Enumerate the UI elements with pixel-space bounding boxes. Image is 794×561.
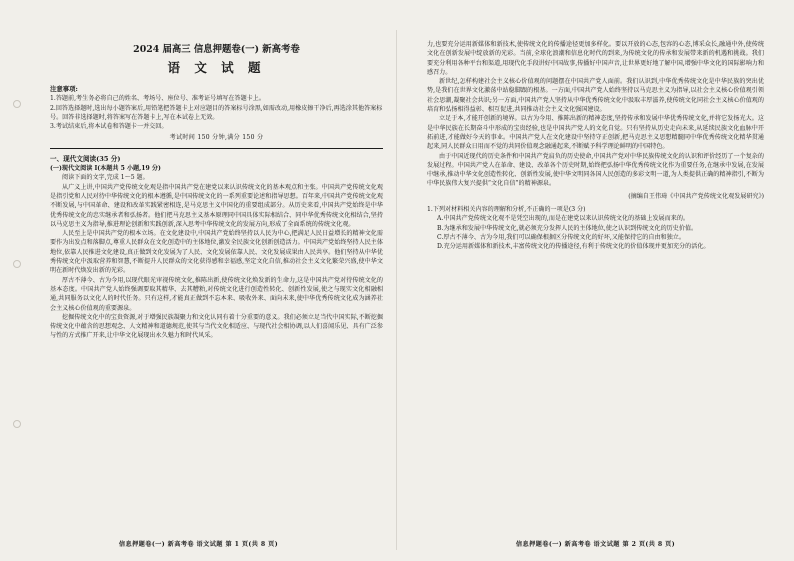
passage-paragraph: 人民至上是中国共产党的根本立场。在文化建设中,中国共产党始终坚持以人民为中心,把满足人民日益增长的精神文化需要作为出发点和落脚点,尊重人民群众在文化创造中的主体地位,激发全民族文化创新创造活力。中国共产党始终坚持人民主体地位,依靠人民推进文化建设,真正做到文化发展为了人民、文化发展依靠人民、文化发展成果由人民共享。他们坚持从中华优秀传统文化中汲取营养和智慧,不断提升人民群众的文化获得感和幸福感,坚定文化自信,推动社会主义文化繁荣兴盛,使中华文明在新时代焕发出新的光彩。 [50,230,383,275]
passage-paragraph: 由于中国近现代的历史条件和中国共产党肩负的历史使命,中国共产党对中华民族传统文化的认识和评价经历了一个复杂的发展过程。中国共产党人在革命、建设、改革各个历史时期,始终把弘扬中华优秀传统文化作为重要任务,在继承中发展,在发展中继承,推动中华文化创造性转化、创新性发展,使中华文明同各国人民创造的多彩文明一道,为人类提供正确的精神指引,不断为中华民族伟大复兴提供“文化自信”的精神源泉。 [427,152,764,188]
question-stem: 1.下列对材料相关内容的理解和分析,不正确的一项是(3 分) [427,206,586,214]
answer-option-b: B.为继承和发展中华传统文化,就必须充分发挥人民的主体地位,使之认识到传统文化的历史价值。 [437,224,698,232]
answer-option-d: D.充分运用新媒体和新技术,丰富传统文化的传播途径,有利于传统文化的价值体现并更加充分的活化。 [437,243,710,251]
passage-paragraph: 力,也要充分运用新媒体和新技术,使传统文化的传播途径更加多样化。要以开放的心态,包容的心态,博采众长,融通中外,使传统文化在创新发展中绽放新的光彩。当前,全球化浪潮和信息化时代的到来,为传统文化的传承和发展带来新的机遇和挑战。我们要充分利用各种平台和渠道,用现代化手段讲好中国故事,传播好中国声音,让世界更好地了解中国,增强中华文化的国际影响力和感召力。 [427,41,764,76]
passage-paragraph: 挖掘传统文化中的宝贵资源,对于增强民族凝聚力和文化认同有着十分重要的意义。我们必须立足当代中国实际,不断挖掘传统文化中蕴含的思想观念、人文精神和道德规范,使其与当代文化相适应、与现代社会相协调,以人们喜闻乐见、具有广泛参与性的方式推广开来,让中华文化展现出永久魅力和时代风采。 [50,313,383,340]
answer-option-a: A.中国共产党传统文化观不是凭空出现的,而是在建党以来认识传统文化的基础上发展而来的。 [437,215,690,223]
page-footer: 信息押题卷(一) 新高考卷 语文试题 第 2 页(共 8 页) [515,540,676,548]
passage-paragraph: 厚古不薄今、古为今用,以现代眼光审视传统文化,推陈出新,使传统文化焕发新的生命力,这是中国共产党对待传统文化的基本态度。中国共产党人始终强调要取其精华、去其糟粕,对传统文化进行创造性转化、创新性发展,使之与现实文化相融相通,共同服务以文化人的时代任务。只有这样,才能真正做到不忘本来、吸收外来、面向未来,使中华优秀传统文化成为涵养社会主义核心价值观的重要源泉。 [50,276,383,312]
reading-instruction: 阅读下面的文字,完成 1～5 题。 [62,174,149,182]
passage-paragraph: 立足于本,才能开创新的境界。以古为今用、推陈出新的精神态度,坚持传承和发展中华优秀传统文化,并将它发扬光大。这是中华民族在长期奋斗中形成的宝贵经验,也是中国共产党人的文化自觉。只有坚持从历史走向未来,从延续民族文化血脉中开拓前进,才能做好今天的事业。中国共产党人在文化建设中坚持守正创新,把马克思主义思想精髓同中华优秀传统文化精华贯通起来,同人民群众日用而不觉的共同价值观念融通起来,不断赋予科学理论鲜明的中国特色。 [427,115,764,151]
notice-item: 2.回答选择题时,选出每小题答案后,用铅笔把答题卡上对应题目的答案标号涂黑,如需改动,用橡皮擦干净后,再选涂其他答案标号。回答非选择题时,将答案写在答题卡上,写在本试卷上无效。 [50,104,383,121]
notice-heading: 注意事项: [50,85,78,93]
page-footer: 信息押题卷(一) 新高考卷 语文试题 第 1 页(共 8 页) [118,540,279,548]
notice-item: 3.考试结束后,将本试卷和答题卡一并交回。 [50,123,168,131]
passage-paragraph: 从广义上讲,中国共产党传统文化观是指中国共产党在建党以来认识传统文化的基本观点和主张。中国共产党传统文化观是指引党和人民对待中华传统文化的根本遵循,是中国传统文化的一系列重要论述和指导思想。百年来,中国共产党传统文化观不断发展,与中国革命、建设和改革实践紧密相连,是马克思主义中国化的重要组成部分。从历史来看,中国共产党始终是中华优秀传统文化的忠实继承者和弘扬者。他们把马克思主义基本原理同中国具体实际相结合、同中华优秀传统文化相结合,坚持以马克思主义为指导,推进理论创新和实践创新,深入思考中华传统文化的发展方向,形成了全面系统的传统文化观。 [50,183,383,228]
notice-item: 1.答题前,考生务必将自己的姓名、考场号、座位号、准考证号填写在答题卡上。 [50,95,265,103]
section-heading: 一、现代文阅读(35 分) [50,154,121,163]
source-citation: (摘编自王伟琦《中国共产党传统文化观发展研究》) [628,192,764,200]
passage-paragraph: 新世纪,怎样构建社会主义核心价值观的问题摆在中国共产党人面前。我们认识到,中华优秀传统文化是中华民族的突出优势,是我们在世界文化激荡中站稳脚跟的根基。一方面,中国共产党人始终坚持以马克思主义为指导,以社会主义核心价值观引领社会思潮,凝聚社会共识;另一方面,中国共产党人坚持从中华优秀传统文化中汲取丰厚滋养,使传统文化同社会主义核心价值观的培育和弘扬相得益彰、相互促进,共同推动社会主义文化强国建设。 [427,78,764,114]
exam-title: 2024 届高三 信息押题卷(一) 新高考卷 [133,44,300,55]
sub-section-heading: (一)现代文阅读 I(本题共 5 小题,19 分) [50,165,161,173]
answer-option-c: C.厚古不薄今、古为今用,我们可以确保根据区分传统文化的好坏,又能保持它的自由和独立。 [437,233,685,241]
exam-time-line: 考试时间 150 分钟,满分 150 分 [169,134,264,142]
right-page [397,0,794,561]
subject-title: 语 文 试 题 [167,60,266,75]
divider [50,148,383,149]
